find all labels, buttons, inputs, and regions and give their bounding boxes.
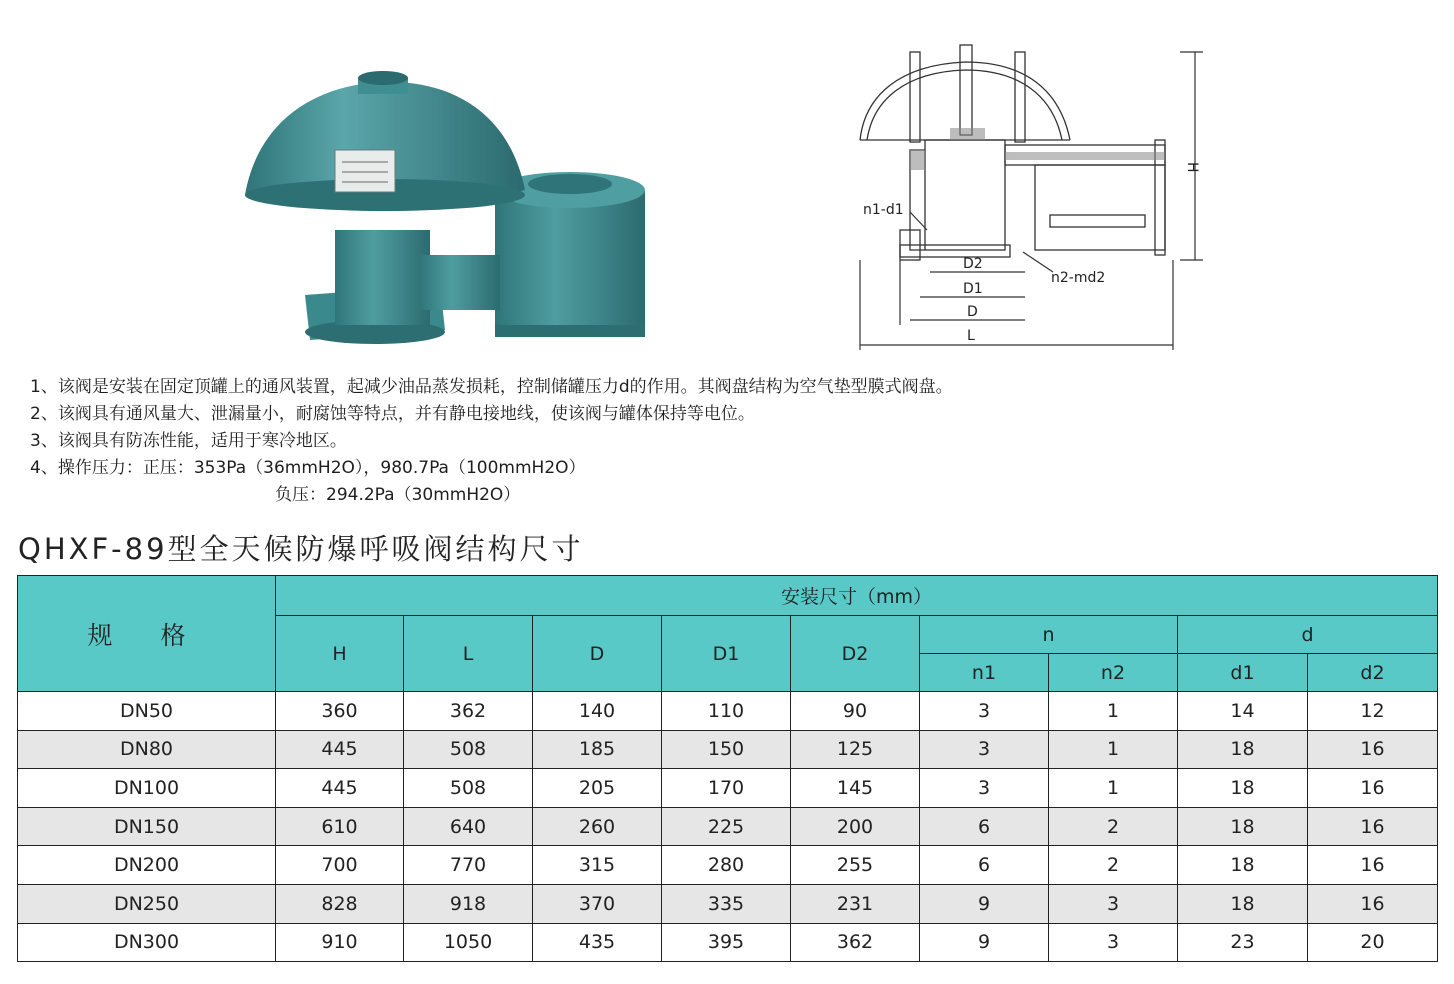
table-cell: 225 <box>662 807 791 846</box>
spec-header: 规 格 <box>18 576 276 692</box>
dim-D2: D2 <box>963 256 983 272</box>
table-cell: 125 <box>791 730 920 769</box>
col-D1: D1 <box>662 616 791 692</box>
valve-photo <box>240 70 660 360</box>
note-2: 2、该阀具有通风量大、泄漏量小，耐腐蚀等特点，并有静电接地线，使该阀与罐体保持等电位。 <box>30 404 755 424</box>
table-cell: 140 <box>533 692 662 731</box>
table-cell: 255 <box>791 846 920 885</box>
table-row <box>18 692 1438 731</box>
note-3: 3、该阀具有防冻性能，适用于寒冷地区。 <box>30 431 347 451</box>
table-cell: 18 <box>1178 730 1308 769</box>
section-title: QHXF-89型全天候防爆呼吸阀结构尺寸 <box>18 532 584 566</box>
table-cell: 260 <box>533 807 662 846</box>
table-cell: DN100 <box>18 769 276 808</box>
table-cell: 18 <box>1178 846 1308 885</box>
table-cell: 610 <box>276 807 404 846</box>
table-cell: 335 <box>662 884 791 923</box>
table-cell: 3 <box>920 692 1049 731</box>
table-cell: 828 <box>276 884 404 923</box>
col-n: n <box>920 616 1178 654</box>
table-cell: 6 <box>920 846 1049 885</box>
table-cell: 145 <box>791 769 920 808</box>
table-row <box>18 884 1438 923</box>
col-H: H <box>276 616 404 692</box>
table-cell: 200 <box>791 807 920 846</box>
table-cell: 185 <box>533 730 662 769</box>
dim-L: L <box>967 328 975 344</box>
table-cell: 640 <box>404 807 533 846</box>
table-row <box>18 730 1438 769</box>
table-cell: 370 <box>533 884 662 923</box>
table-cell: 445 <box>276 730 404 769</box>
dim-n1-d1: n1-d1 <box>863 202 904 218</box>
table-row <box>18 769 1438 808</box>
table-cell: 16 <box>1308 769 1438 808</box>
table-cell: DN150 <box>18 807 276 846</box>
table-cell: 23 <box>1178 923 1308 962</box>
table-cell: 170 <box>662 769 791 808</box>
col-d: d <box>1178 616 1438 654</box>
table-cell: 16 <box>1308 846 1438 885</box>
table-cell: 435 <box>533 923 662 962</box>
table-cell: 2 <box>1049 846 1178 885</box>
table-cell: 770 <box>404 846 533 885</box>
table-cell: 3 <box>1049 884 1178 923</box>
table-row <box>18 846 1438 885</box>
table-cell: 508 <box>404 769 533 808</box>
table-cell: 20 <box>1308 923 1438 962</box>
table-cell: 280 <box>662 846 791 885</box>
table-cell: 1 <box>1049 769 1178 808</box>
table-cell: 9 <box>920 923 1049 962</box>
table-cell: 9 <box>920 884 1049 923</box>
table-cell: 14 <box>1178 692 1308 731</box>
table-cell: 3 <box>1049 923 1178 962</box>
col-L: L <box>404 616 533 692</box>
dim-D: D <box>967 304 978 320</box>
table-cell: 700 <box>276 846 404 885</box>
table-row <box>18 807 1438 846</box>
table-cell: 90 <box>791 692 920 731</box>
install-header: 安装尺寸（mm） <box>276 576 1438 616</box>
table-cell: 16 <box>1308 884 1438 923</box>
table-cell: DN50 <box>18 692 276 731</box>
table-cell: 1050 <box>404 923 533 962</box>
table-cell: 3 <box>920 730 1049 769</box>
table-cell: 3 <box>920 769 1049 808</box>
dim-H: H <box>1184 162 1200 173</box>
table-cell: 1 <box>1049 730 1178 769</box>
dim-n2-md2: n2-md2 <box>1051 270 1106 286</box>
col-D: D <box>533 616 662 692</box>
table-cell: 918 <box>404 884 533 923</box>
col-d1: d1 <box>1178 654 1308 692</box>
table-cell: 18 <box>1178 769 1308 808</box>
table-cell: 18 <box>1178 807 1308 846</box>
table-cell: DN80 <box>18 730 276 769</box>
col-n1: n1 <box>920 654 1049 692</box>
table-cell: 205 <box>533 769 662 808</box>
note-4-negative: 负压：294.2Pa（30mmH2O） <box>275 485 521 505</box>
table-cell: DN300 <box>18 923 276 962</box>
table-cell: 12 <box>1308 692 1438 731</box>
notes <box>30 374 953 509</box>
table-cell: 315 <box>533 846 662 885</box>
spec-table <box>17 575 1438 962</box>
spec-table-body <box>18 692 1438 962</box>
table-cell: 395 <box>662 923 791 962</box>
col-n2: n2 <box>1049 654 1178 692</box>
table-cell: DN200 <box>18 846 276 885</box>
table-row <box>18 923 1438 962</box>
table-cell: 1 <box>1049 692 1178 731</box>
table-cell: 110 <box>662 692 791 731</box>
table-cell: 445 <box>276 769 404 808</box>
col-d2: d2 <box>1308 654 1438 692</box>
table-cell: 6 <box>920 807 1049 846</box>
dim-D1: D1 <box>963 281 983 297</box>
table-cell: 508 <box>404 730 533 769</box>
note-1: 1、该阀是安装在固定顶罐上的通风装置，起减少油品蒸发损耗，控制储罐压力d的作用。其阀盘结构为空气垫型膜式阀盘。 <box>30 377 953 397</box>
table-cell: 360 <box>276 692 404 731</box>
valve-drawing <box>855 40 1215 360</box>
table-cell: 231 <box>791 884 920 923</box>
col-D2: D2 <box>791 616 920 692</box>
table-cell: 2 <box>1049 807 1178 846</box>
table-cell: DN250 <box>18 884 276 923</box>
note-4: 4、操作压力：正压：353Pa（36mmH2O），980.7Pa（100mmH2O） <box>30 458 586 478</box>
table-cell: 16 <box>1308 730 1438 769</box>
table-cell: 18 <box>1178 884 1308 923</box>
table-cell: 16 <box>1308 807 1438 846</box>
table-cell: 150 <box>662 730 791 769</box>
table-cell: 910 <box>276 923 404 962</box>
table-cell: 362 <box>404 692 533 731</box>
table-cell: 362 <box>791 923 920 962</box>
